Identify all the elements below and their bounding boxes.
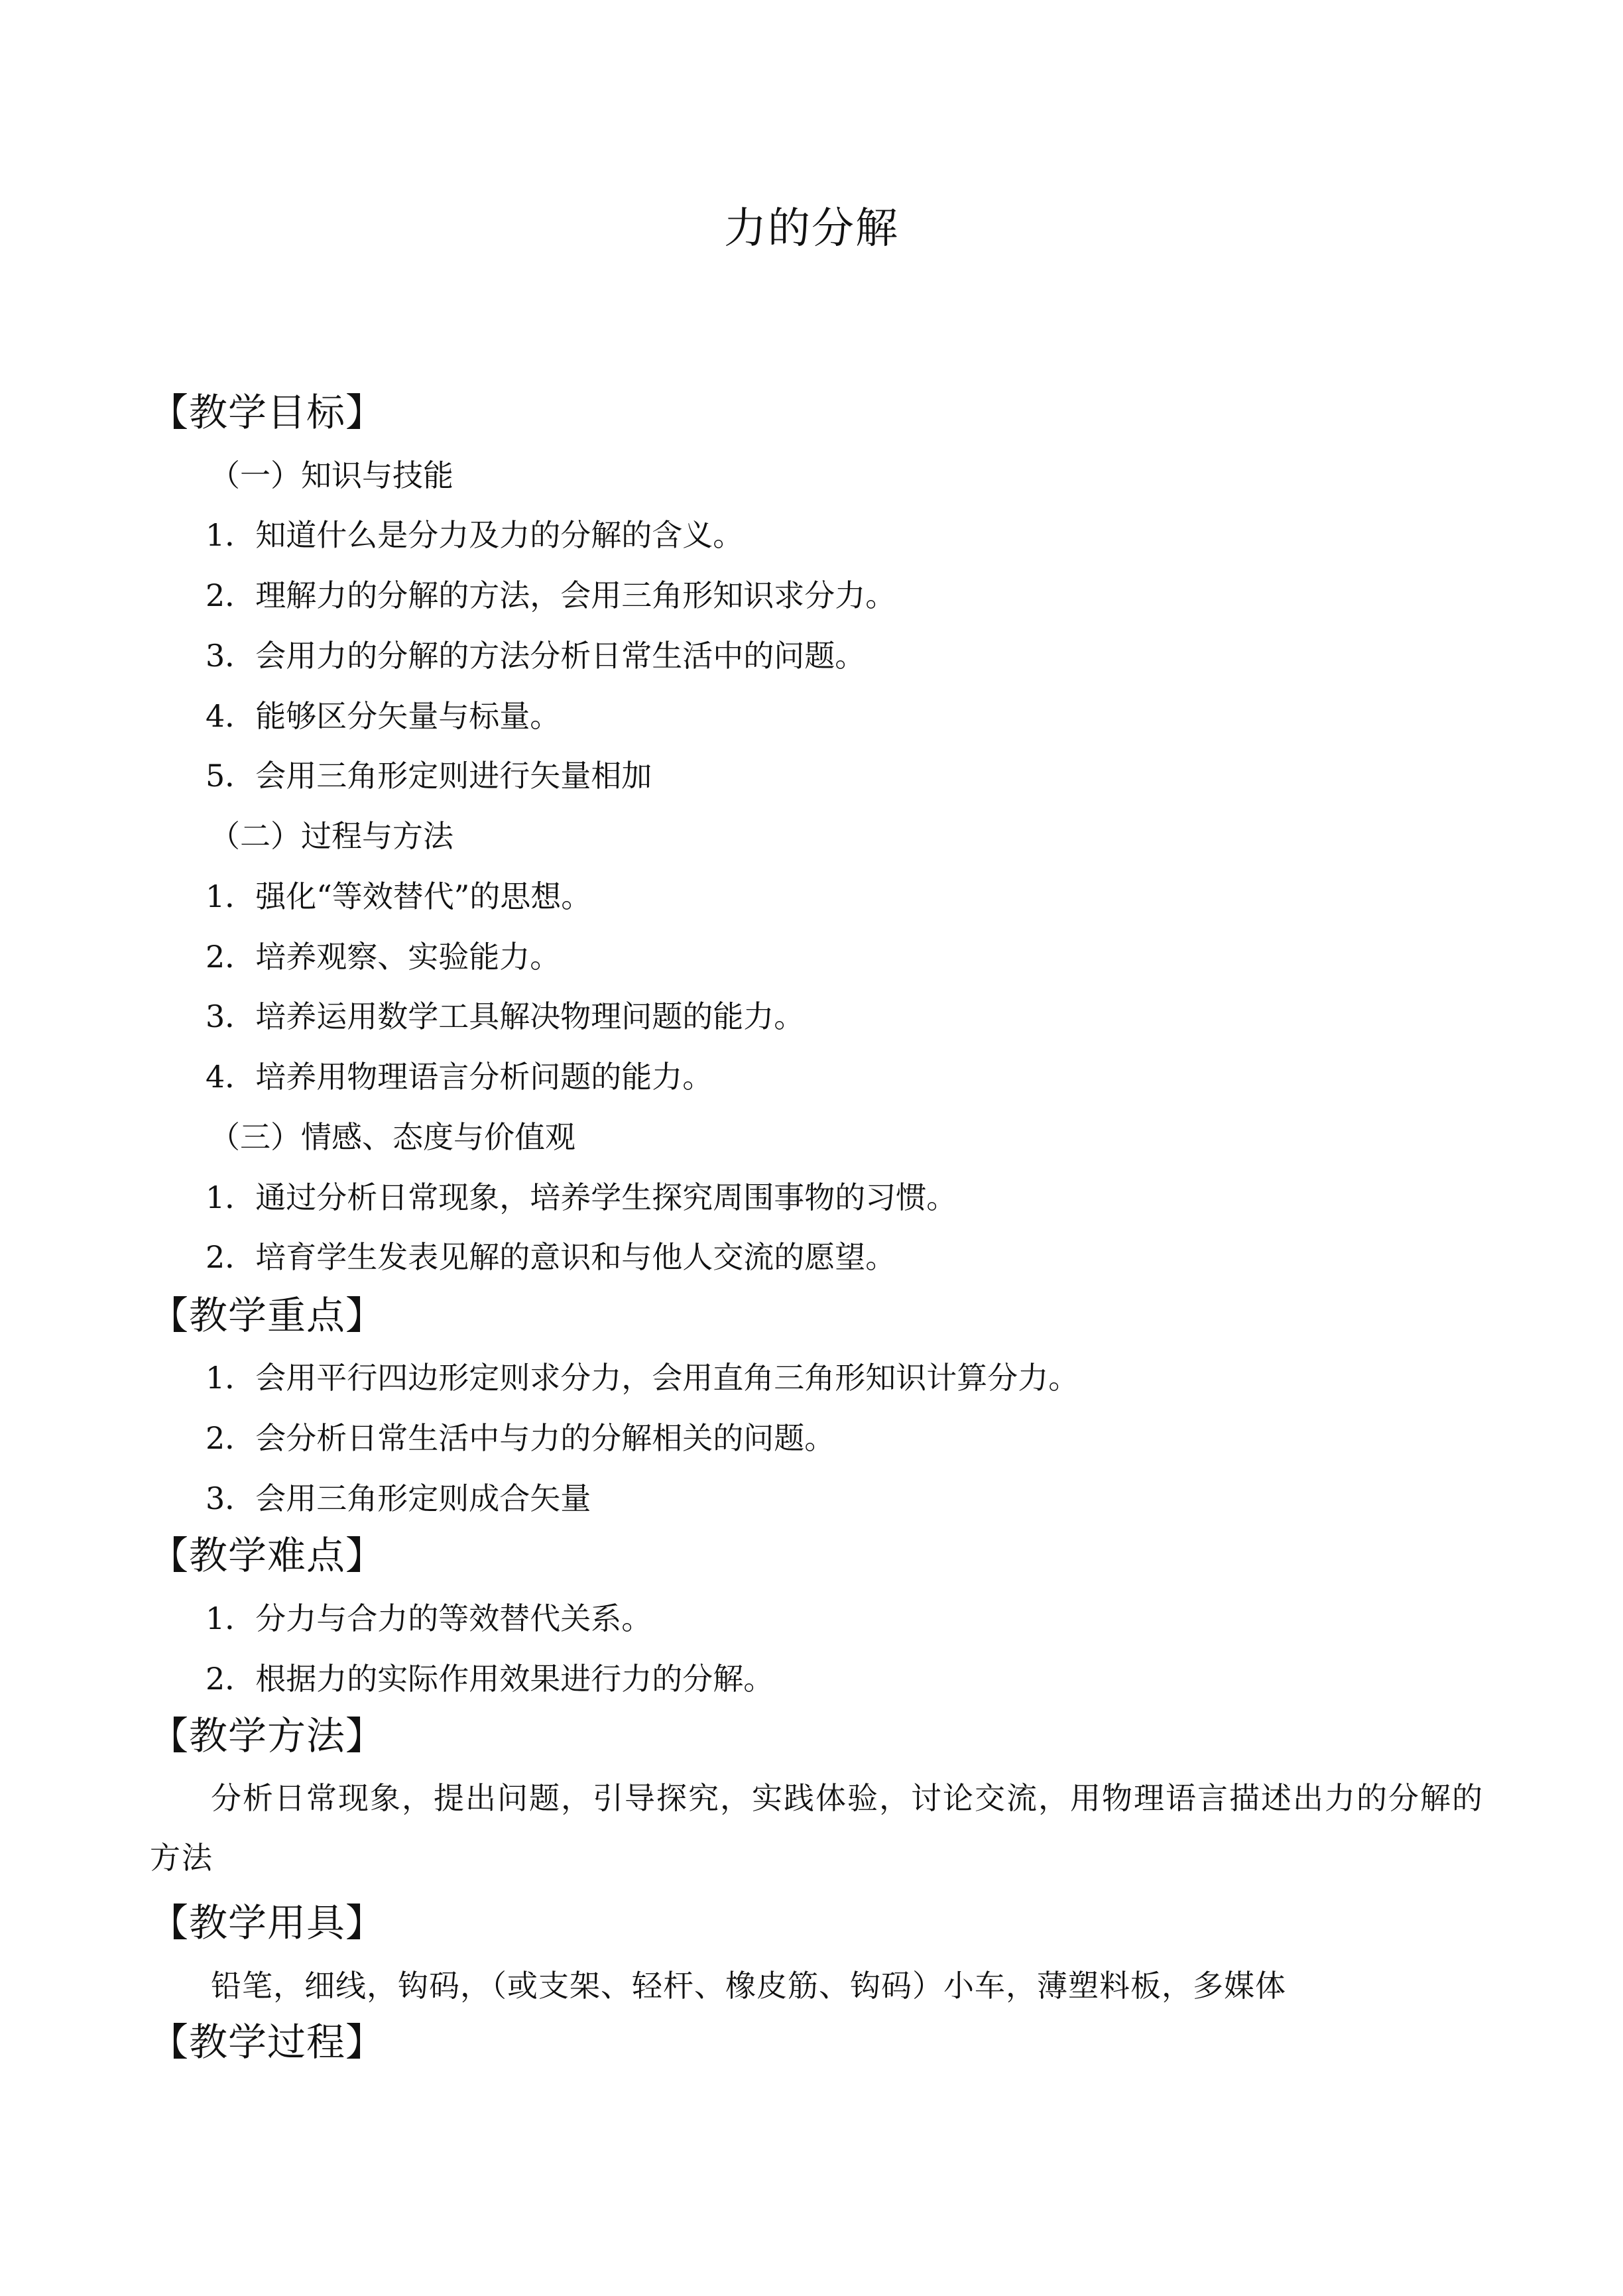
list-item: 1．强化“等效替代”的思想。 — [206, 878, 592, 914]
list-item: 2．理解力的分解的方法，会用三角形知识求分力。 — [206, 577, 896, 613]
subsection-heading-emotion: （三）情感、态度与价值观 — [210, 1119, 575, 1155]
list-item: 1．会用平行四边形定则求分力，会用直角三角形知识计算分力。 — [206, 1360, 1079, 1396]
document-title: 力的分解 — [724, 204, 899, 253]
list-item: 3．会用三角形定则成合矢量 — [206, 1480, 591, 1516]
section-heading-tools: 【教学用具】 — [150, 1900, 385, 1945]
methods-paragraph: 分析日常现象，提出问题，引导探究，实践体验，讨论交流，用物理语言描述出力的分解的方法 — [150, 1780, 1484, 1876]
list-item: 4．培养用物理语言分析问题的能力。 — [206, 1059, 713, 1095]
list-item: 2．会分析日常生活中与力的分解相关的问题。 — [206, 1420, 835, 1456]
list-item: 1．分力与合力的等效替代关系。 — [206, 1601, 652, 1636]
list-item: 3．培养运用数学工具解决物理问题的能力。 — [206, 998, 805, 1034]
section-heading-difficulties: 【教学难点】 — [150, 1533, 385, 1578]
list-item: 2．培育学生发表见解的意识和与他人交流的愿望。 — [206, 1239, 896, 1275]
list-item: 5．会用三角形定则进行矢量相加 — [206, 758, 652, 794]
list-item: 2．培养观察、实验能力。 — [206, 939, 561, 975]
subsection-heading-knowledge: （一）知识与技能 — [210, 457, 453, 493]
section-heading-process: 【教学过程】 — [150, 2020, 385, 2065]
section-heading-methods: 【教学方法】 — [150, 1713, 385, 1758]
list-item: 1．知道什么是分力及力的分解的含义。 — [206, 517, 744, 553]
list-item: 1．通过分析日常现象，培养学生探究周围事物的习惯。 — [206, 1179, 957, 1215]
tools-paragraph: 铅笔，细线，钩码，（或支架、轻杆、橡皮筋、钩码）小车，薄塑料板，多媒体 — [211, 1968, 1286, 2004]
section-heading-objectives: 【教学目标】 — [150, 390, 385, 435]
subsection-heading-process: （二）过程与方法 — [210, 818, 453, 854]
section-heading-key-points: 【教学重点】 — [150, 1293, 385, 1338]
list-item: 3．会用力的分解的方法分析日常生活中的问题。 — [206, 638, 866, 674]
list-item: 2．根据力的实际作用效果进行力的分解。 — [206, 1661, 774, 1697]
list-item: 4．能够区分矢量与标量。 — [206, 698, 561, 734]
